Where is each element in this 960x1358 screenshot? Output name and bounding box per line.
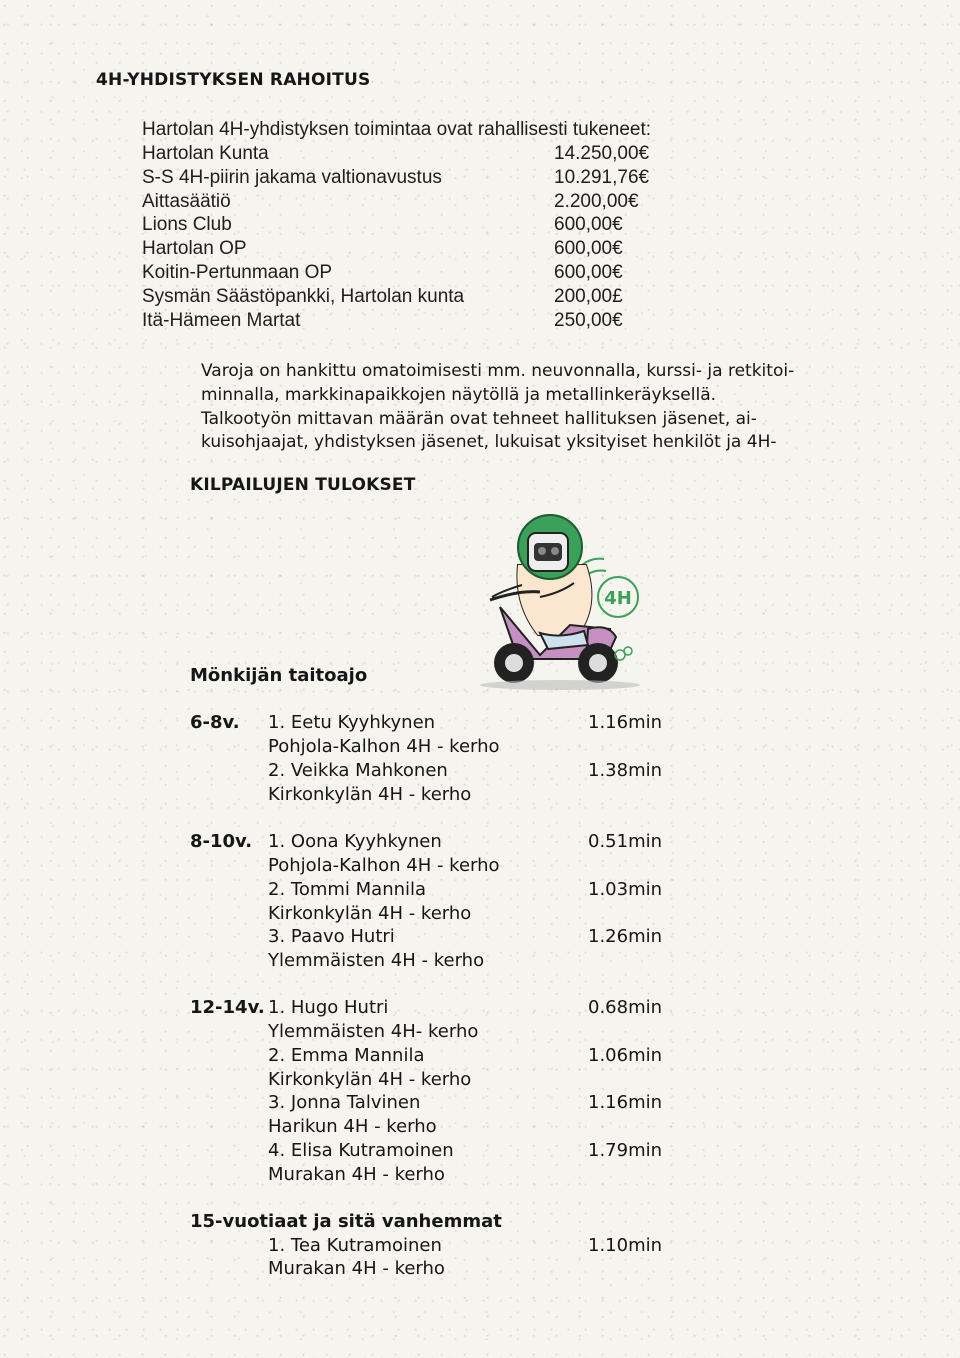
paragraph-line: minnalla, markkinapaikkojen näytöllä ja metallinkeräyksellä. bbox=[201, 385, 717, 405]
competitor-name: 1. Eetu Kyyhkynen bbox=[268, 712, 436, 733]
age-group-label: 6-8v. bbox=[190, 712, 240, 733]
funding-name: Koitin-Pertunmaan OP bbox=[142, 262, 333, 283]
competitor-club: Kirkonkylän 4H - kerho bbox=[268, 784, 472, 805]
competitor-name: 1. Tea Kutramoinen bbox=[268, 1235, 442, 1256]
paragraph-line: Varoja on hankittu omatoimisesti mm. neuvonnalla, kurssi- ja retkitoi- bbox=[201, 361, 795, 381]
logo-text: 4H bbox=[604, 588, 632, 609]
funding-name: Hartolan OP bbox=[142, 238, 247, 259]
result-time: 1.03min bbox=[588, 879, 663, 900]
funding-name: Lions Club bbox=[142, 214, 232, 235]
funding-amount: 250,00€ bbox=[554, 310, 623, 331]
funding-amount: 600,00€ bbox=[554, 262, 623, 283]
competitor-club: Ylemmäisten 4H - kerho bbox=[268, 950, 485, 971]
result-time: 1.38min bbox=[588, 760, 663, 781]
competitor-name: 4. Elisa Kutramoinen bbox=[268, 1140, 454, 1161]
paragraph-line: Talkootyön mittavan määrän ovat tehneet hallituksen jäsenet, ai- bbox=[201, 409, 757, 429]
funding-name: Aittasäätiö bbox=[142, 191, 231, 212]
result-time: 1.79min bbox=[588, 1140, 663, 1161]
4h-logo-icon bbox=[598, 577, 638, 617]
funding-amount: 600,00€ bbox=[554, 214, 623, 235]
result-time: 0.51min bbox=[588, 831, 663, 852]
event-title: Mönkijän taitoajo bbox=[190, 665, 368, 686]
page-title: 4H-YHDISTYKSEN RAHOITUS bbox=[96, 70, 371, 90]
result-time: 1.10min bbox=[588, 1235, 663, 1256]
funding-name: Sysmän Säästöpankki, Hartolan kunta bbox=[142, 286, 465, 307]
funding-amount: 600,00€ bbox=[554, 238, 623, 259]
funding-amount: 10.291,76€ bbox=[554, 167, 650, 188]
competitor-club: Murakan 4H - kerho bbox=[268, 1258, 445, 1279]
age-group-label: 15-vuotiaat ja sitä vanhemmat bbox=[190, 1211, 502, 1232]
age-group-label: 12-14v. bbox=[190, 997, 265, 1018]
competitor-name: 3. Jonna Talvinen bbox=[268, 1092, 421, 1113]
result-time: 1.16min bbox=[588, 712, 663, 733]
competitor-name: 2. Tommi Mannila bbox=[268, 879, 427, 900]
funding-name: S-S 4H-piirin jakama valtionavustus bbox=[142, 167, 442, 188]
funding-name: Itä-Hämeen Martat bbox=[142, 310, 301, 331]
competitor-name: 2. Emma Mannila bbox=[268, 1045, 425, 1066]
scooter-rider-illustration bbox=[470, 505, 650, 695]
results-heading: KILPAILUJEN TULOKSET bbox=[190, 475, 416, 495]
age-group-label: 8-10v. bbox=[190, 831, 253, 852]
funding-name: Hartolan Kunta bbox=[142, 143, 269, 164]
competitor-name: 3. Paavo Hutri bbox=[268, 926, 395, 947]
paragraph-line: kuisohjaajat, yhdistyksen jäsenet, lukuisat yksityiset henkilöt ja 4H- bbox=[201, 432, 777, 452]
result-time: 0.68min bbox=[588, 997, 663, 1018]
result-time: 1.16min bbox=[588, 1092, 663, 1113]
competitor-name: 2. Veikka Mahkonen bbox=[268, 760, 448, 781]
competitor-club: Pohjola-Kalhon 4H - kerho bbox=[268, 855, 500, 876]
competitor-club: Murakan 4H - kerho bbox=[268, 1164, 445, 1185]
competitor-name: 1. Oona Kyyhkynen bbox=[268, 831, 442, 852]
result-time: 1.26min bbox=[588, 926, 663, 947]
competitor-club: Kirkonkylän 4H - kerho bbox=[268, 903, 472, 924]
funding-amount: 2.200,00€ bbox=[554, 191, 639, 212]
competitor-name: 1. Hugo Hutri bbox=[268, 997, 389, 1018]
funding-intro: Hartolan 4H-yhdistyksen toimintaa ovat rahallisesti tukeneet: bbox=[142, 119, 652, 140]
competitor-club: Ylemmäisten 4H- kerho bbox=[268, 1021, 479, 1042]
funding-amount: 200,00£ bbox=[554, 286, 623, 307]
funding-amount: 14.250,00€ bbox=[554, 143, 650, 164]
competitor-club: Harikun 4H - kerho bbox=[268, 1116, 437, 1137]
competitor-club: Kirkonkylän 4H - kerho bbox=[268, 1069, 472, 1090]
competitor-club: Pohjola-Kalhon 4H - kerho bbox=[268, 736, 500, 757]
result-time: 1.06min bbox=[588, 1045, 663, 1066]
